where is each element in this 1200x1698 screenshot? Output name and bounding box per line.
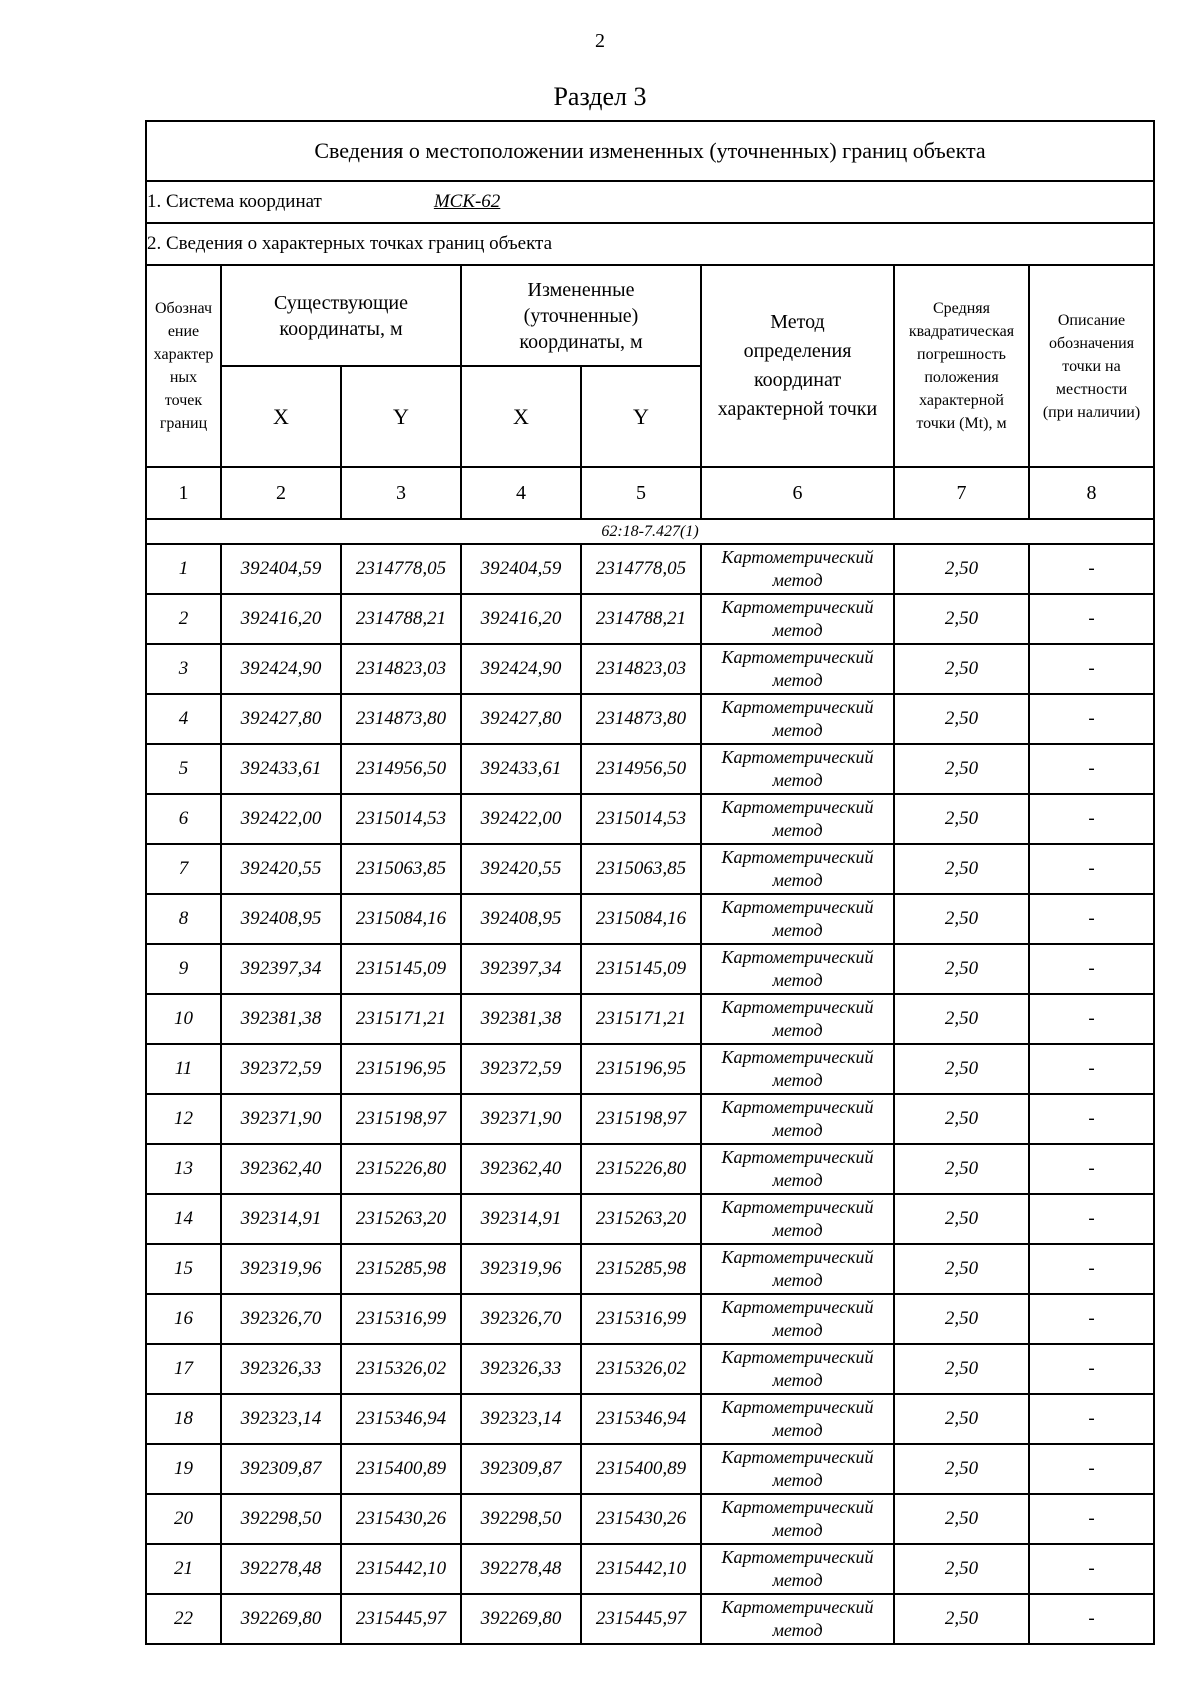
table-row: [146, 1544, 1154, 1594]
description-cell: -: [1029, 744, 1154, 794]
mean-error-cell: 2,50: [894, 994, 1029, 1044]
point-number-cell: 8: [146, 894, 221, 944]
changed-x-cell: 392326,70: [461, 1294, 581, 1344]
header-line: Средняя: [933, 300, 990, 317]
coord-system-row: [146, 181, 1154, 223]
method-line: Картометрический: [721, 1197, 874, 1217]
method-line: метод: [772, 1570, 823, 1590]
changed-y-cell: 2315285,98: [581, 1244, 701, 1294]
changed-y-cell: 2315316,99: [581, 1294, 701, 1344]
method-line: Картометрический: [721, 847, 874, 867]
method-line: Картометрический: [721, 1447, 874, 1467]
changed-x-cell: 392420,55: [461, 844, 581, 894]
point-number-cell: 2: [146, 594, 221, 644]
changed-y-cell: 2314873,80: [581, 694, 701, 744]
method-cell: [701, 1144, 894, 1194]
mean-error-cell: 2,50: [894, 1594, 1029, 1644]
header-line: точек: [164, 392, 203, 409]
description-cell: -: [1029, 1344, 1154, 1394]
method-line: метод: [772, 1070, 823, 1090]
description-cell: -: [1029, 1194, 1154, 1244]
mean-error-cell: 2,50: [894, 1494, 1029, 1544]
changed-y-cell: 2314778,05: [581, 544, 701, 594]
mean-error-cell: 2,50: [894, 1444, 1029, 1494]
header-line: характерной точки: [717, 398, 878, 420]
method-cell: [701, 1044, 894, 1094]
method-line: Картометрический: [721, 547, 874, 567]
changed-y-cell: 2315063,85: [581, 844, 701, 894]
changed-x-cell: 392397,34: [461, 944, 581, 994]
table-row: [146, 1294, 1154, 1344]
method-line: Картометрический: [721, 947, 874, 967]
boundary-points-table: [145, 120, 1155, 1645]
existing-x-cell: 392326,33: [221, 1344, 341, 1394]
method-line: метод: [772, 1420, 823, 1440]
method-line: метод: [772, 920, 823, 940]
header-line: Метод: [770, 311, 825, 333]
table-row: [146, 1494, 1154, 1544]
mean-error-cell: 2,50: [894, 794, 1029, 844]
header-line: Измененные: [527, 278, 635, 301]
description-cell: -: [1029, 1394, 1154, 1444]
header-line: (уточненные): [523, 304, 639, 327]
method-cell: [701, 1344, 894, 1394]
changed-y-cell: 2314956,50: [581, 744, 701, 794]
changed-y-cell: 2315198,97: [581, 1094, 701, 1144]
method-line: метод: [772, 1520, 823, 1540]
existing-x-cell: 392416,20: [221, 594, 341, 644]
changed-x-cell: 392381,38: [461, 994, 581, 1044]
method-line: метод: [772, 1220, 823, 1240]
changed-x-cell: 392433,61: [461, 744, 581, 794]
existing-x-cell: 392326,70: [221, 1294, 341, 1344]
point-number-cell: 22: [146, 1594, 221, 1644]
existing-y-cell: 2315014,53: [341, 794, 461, 844]
column-number: 5: [581, 467, 701, 519]
method-cell: [701, 1094, 894, 1144]
header-line: координат: [753, 369, 842, 391]
changed-y-cell: 2315442,10: [581, 1544, 701, 1594]
existing-x-cell: 392404,59: [221, 544, 341, 594]
header-line: обозначения: [1048, 334, 1135, 352]
existing-x-cell: 392278,48: [221, 1544, 341, 1594]
method-line: метод: [772, 820, 823, 840]
existing-x-cell: 392371,90: [221, 1094, 341, 1144]
method-cell: [701, 694, 894, 744]
header-line: точки (Mt), м: [916, 415, 1007, 432]
changed-y-cell: 2315346,94: [581, 1394, 701, 1444]
existing-y-cell: 2315171,21: [341, 994, 461, 1044]
table-row: [146, 1094, 1154, 1144]
changed-x-cell: 392319,96: [461, 1244, 581, 1294]
changed-y-cell: 2315400,89: [581, 1444, 701, 1494]
method-line: метод: [772, 670, 823, 690]
changed-y-cell: 2315084,16: [581, 894, 701, 944]
header-line: координаты, м: [519, 330, 643, 353]
description-cell: -: [1029, 694, 1154, 744]
point-number-cell: 5: [146, 744, 221, 794]
existing-y-cell: 2315145,09: [341, 944, 461, 994]
method-line: Картометрический: [721, 697, 874, 717]
method-line: метод: [772, 570, 823, 590]
mean-error-cell: 2,50: [894, 844, 1029, 894]
header-changed-coords: [461, 265, 701, 366]
parcel-id: 62:18-7.427(1): [146, 519, 1154, 544]
header-existing-y: Y: [341, 366, 461, 467]
header-line: местности: [1055, 380, 1128, 398]
header-line: координаты, м: [279, 317, 403, 340]
method-line: метод: [772, 1470, 823, 1490]
method-line: метод: [772, 620, 823, 640]
mean-error-cell: 2,50: [894, 1194, 1029, 1244]
method-line: метод: [772, 1620, 823, 1640]
existing-x-cell: 392397,34: [221, 944, 341, 994]
method-cell: [701, 1394, 894, 1444]
method-cell: [701, 1244, 894, 1294]
method-cell: [701, 744, 894, 794]
method-line: метод: [772, 1020, 823, 1040]
point-number-cell: 12: [146, 1094, 221, 1144]
method-line: Картометрический: [721, 647, 874, 667]
description-cell: -: [1029, 1244, 1154, 1294]
changed-y-cell: 2315196,95: [581, 1044, 701, 1094]
existing-y-cell: 2314788,21: [341, 594, 461, 644]
column-number: 6: [701, 467, 894, 519]
description-cell: -: [1029, 594, 1154, 644]
table-row: [146, 694, 1154, 744]
section-title: Раздел 3: [553, 82, 647, 111]
table-title: Сведения о местоположении измененных (уточненных) границ объекта: [146, 121, 1154, 181]
table-row: [146, 844, 1154, 894]
existing-x-cell: 392319,96: [221, 1244, 341, 1294]
table-row: [146, 1144, 1154, 1194]
method-line: метод: [772, 1320, 823, 1340]
table-row: [146, 794, 1154, 844]
header-line: характерной: [919, 392, 1004, 409]
existing-y-cell: 2314873,80: [341, 694, 461, 744]
existing-y-cell: 2315263,20: [341, 1194, 461, 1244]
method-line: Картометрический: [721, 1247, 874, 1267]
mean-error-cell: 2,50: [894, 744, 1029, 794]
existing-y-cell: 2315316,99: [341, 1294, 461, 1344]
table-row: [146, 1344, 1154, 1394]
mean-error-cell: 2,50: [894, 694, 1029, 744]
table-row: [146, 944, 1154, 994]
method-line: Картометрический: [721, 1397, 874, 1417]
mean-error-cell: 2,50: [894, 1344, 1029, 1394]
column-number: 2: [221, 467, 341, 519]
changed-x-cell: 392427,80: [461, 694, 581, 744]
method-line: Картометрический: [721, 1497, 874, 1517]
method-line: Картометрический: [721, 597, 874, 617]
existing-y-cell: 2314956,50: [341, 744, 461, 794]
method-line: метод: [772, 1370, 823, 1390]
method-cell: [701, 1294, 894, 1344]
method-line: Картометрический: [721, 797, 874, 817]
description-cell: -: [1029, 794, 1154, 844]
method-cell: [701, 894, 894, 944]
header-line: (при наличии): [1042, 403, 1141, 421]
existing-x-cell: 392309,87: [221, 1444, 341, 1494]
column-number: 3: [341, 467, 461, 519]
method-line: Картометрический: [721, 897, 874, 917]
changed-x-cell: 392278,48: [461, 1544, 581, 1594]
method-line: метод: [772, 1170, 823, 1190]
column-number: 1: [146, 467, 221, 519]
table-row: [146, 594, 1154, 644]
header-mean-error: [894, 265, 1029, 467]
changed-x-cell: 392371,90: [461, 1094, 581, 1144]
existing-y-cell: 2314778,05: [341, 544, 461, 594]
header-line: Описание: [1057, 311, 1126, 329]
existing-y-cell: 2315400,89: [341, 1444, 461, 1494]
method-line: Картометрический: [721, 1097, 874, 1117]
changed-y-cell: 2315326,02: [581, 1344, 701, 1394]
header-method: [701, 265, 894, 467]
header-line: положения: [924, 369, 999, 386]
header-line: ных: [169, 369, 198, 386]
table-row: [146, 1044, 1154, 1094]
changed-x-cell: 392309,87: [461, 1444, 581, 1494]
existing-x-cell: 392269,80: [221, 1594, 341, 1644]
description-cell: -: [1029, 894, 1154, 944]
point-number-cell: 1: [146, 544, 221, 594]
existing-y-cell: 2315198,97: [341, 1094, 461, 1144]
mean-error-cell: 2,50: [894, 894, 1029, 944]
table-row: [146, 994, 1154, 1044]
method-cell: [701, 544, 894, 594]
existing-y-cell: 2315226,80: [341, 1144, 461, 1194]
header-line: квадратическая: [908, 323, 1015, 340]
coord-system-value: МСК-62: [433, 191, 501, 212]
point-number-cell: 10: [146, 994, 221, 1044]
method-cell: [701, 1444, 894, 1494]
existing-x-cell: 392362,40: [221, 1144, 341, 1194]
method-line: Картометрический: [721, 747, 874, 767]
mean-error-cell: 2,50: [894, 644, 1029, 694]
existing-x-cell: 392381,38: [221, 994, 341, 1044]
method-line: Картометрический: [721, 997, 874, 1017]
existing-y-cell: 2315346,94: [341, 1394, 461, 1444]
point-number-cell: 3: [146, 644, 221, 694]
header-existing-coords: [221, 265, 461, 366]
mean-error-cell: 2,50: [894, 944, 1029, 994]
header-line: ение: [167, 323, 200, 340]
point-number-cell: 14: [146, 1194, 221, 1244]
changed-x-cell: 392416,20: [461, 594, 581, 644]
description-cell: -: [1029, 1044, 1154, 1094]
header-line: Существующие: [274, 291, 408, 314]
header-line: определения: [743, 340, 852, 362]
changed-x-cell: 392404,59: [461, 544, 581, 594]
header-description: [1029, 265, 1154, 467]
header-existing-x: X: [221, 366, 341, 467]
existing-x-cell: 392424,90: [221, 644, 341, 694]
point-number-cell: 21: [146, 1544, 221, 1594]
method-line: Картометрический: [721, 1597, 874, 1617]
method-cell: [701, 794, 894, 844]
existing-x-cell: 392420,55: [221, 844, 341, 894]
existing-x-cell: 392298,50: [221, 1494, 341, 1544]
table-row: [146, 1594, 1154, 1644]
method-cell: [701, 1544, 894, 1594]
changed-y-cell: 2315226,80: [581, 1144, 701, 1194]
existing-x-cell: 392427,80: [221, 694, 341, 744]
method-cell: [701, 1594, 894, 1644]
column-number: 8: [1029, 467, 1154, 519]
description-cell: -: [1029, 1144, 1154, 1194]
description-cell: -: [1029, 944, 1154, 994]
mean-error-cell: 2,50: [894, 594, 1029, 644]
table-row: [146, 1394, 1154, 1444]
points-heading: 2. Сведения о характерных точках границ объекта: [146, 223, 1154, 265]
method-line: метод: [772, 1120, 823, 1140]
description-cell: -: [1029, 1594, 1154, 1644]
existing-y-cell: 2315285,98: [341, 1244, 461, 1294]
existing-y-cell: 2315442,10: [341, 1544, 461, 1594]
method-line: Картометрический: [721, 1347, 874, 1367]
description-cell: -: [1029, 1294, 1154, 1344]
changed-x-cell: 392408,95: [461, 894, 581, 944]
changed-x-cell: 392362,40: [461, 1144, 581, 1194]
method-line: метод: [772, 770, 823, 790]
table-row: [146, 1444, 1154, 1494]
point-number-cell: 19: [146, 1444, 221, 1494]
point-number-cell: 9: [146, 944, 221, 994]
method-line: метод: [772, 720, 823, 740]
changed-y-cell: 2315171,21: [581, 994, 701, 1044]
changed-x-cell: 392314,91: [461, 1194, 581, 1244]
changed-x-cell: 392323,14: [461, 1394, 581, 1444]
header-changed-x: X: [461, 366, 581, 467]
method-cell: [701, 944, 894, 994]
description-cell: -: [1029, 1494, 1154, 1544]
method-cell: [701, 1194, 894, 1244]
point-number-cell: 13: [146, 1144, 221, 1194]
table-row: [146, 744, 1154, 794]
description-cell: -: [1029, 844, 1154, 894]
method-cell: [701, 644, 894, 694]
description-cell: -: [1029, 544, 1154, 594]
existing-y-cell: 2315445,97: [341, 1594, 461, 1644]
column-number: 7: [894, 467, 1029, 519]
page-number: 2: [595, 30, 605, 52]
mean-error-cell: 2,50: [894, 1394, 1029, 1444]
description-cell: -: [1029, 644, 1154, 694]
mean-error-cell: 2,50: [894, 1094, 1029, 1144]
existing-y-cell: 2315326,02: [341, 1344, 461, 1394]
method-cell: [701, 594, 894, 644]
description-cell: -: [1029, 1094, 1154, 1144]
mean-error-cell: 2,50: [894, 1144, 1029, 1194]
point-number-cell: 16: [146, 1294, 221, 1344]
table-row: [146, 1194, 1154, 1244]
existing-x-cell: 392433,61: [221, 744, 341, 794]
point-number-cell: 6: [146, 794, 221, 844]
existing-y-cell: 2315196,95: [341, 1044, 461, 1094]
existing-x-cell: 392372,59: [221, 1044, 341, 1094]
point-number-cell: 4: [146, 694, 221, 744]
description-cell: -: [1029, 1544, 1154, 1594]
header-line: погрешность: [917, 346, 1006, 363]
existing-y-cell: 2315430,26: [341, 1494, 461, 1544]
header-line: Обознач: [154, 300, 213, 317]
method-cell: [701, 844, 894, 894]
changed-y-cell: 2315445,97: [581, 1594, 701, 1644]
method-cell: [701, 994, 894, 1044]
method-line: метод: [772, 970, 823, 990]
changed-x-cell: 392298,50: [461, 1494, 581, 1544]
header-line: точки на: [1062, 357, 1121, 375]
mean-error-cell: 2,50: [894, 1244, 1029, 1294]
existing-x-cell: 392314,91: [221, 1194, 341, 1244]
existing-x-cell: 392422,00: [221, 794, 341, 844]
existing-x-cell: 392323,14: [221, 1394, 341, 1444]
existing-y-cell: 2315063,85: [341, 844, 461, 894]
changed-x-cell: 392424,90: [461, 644, 581, 694]
changed-x-cell: 392372,59: [461, 1044, 581, 1094]
column-numbers-row: [146, 467, 1154, 519]
mean-error-cell: 2,50: [894, 1044, 1029, 1094]
changed-y-cell: 2315014,53: [581, 794, 701, 844]
description-cell: -: [1029, 1444, 1154, 1494]
coord-system-label: 1. Система координат: [147, 191, 322, 212]
method-line: Картометрический: [721, 1547, 874, 1567]
table-row: [146, 544, 1154, 594]
existing-y-cell: 2314823,03: [341, 644, 461, 694]
changed-y-cell: 2314788,21: [581, 594, 701, 644]
mean-error-cell: 2,50: [894, 544, 1029, 594]
existing-x-cell: 392408,95: [221, 894, 341, 944]
header-point-designation: [146, 265, 221, 467]
method-cell: [701, 1494, 894, 1544]
changed-y-cell: 2315145,09: [581, 944, 701, 994]
mean-error-cell: 2,50: [894, 1294, 1029, 1344]
point-number-cell: 7: [146, 844, 221, 894]
header-changed-y: Y: [581, 366, 701, 467]
point-number-cell: 20: [146, 1494, 221, 1544]
existing-y-cell: 2315084,16: [341, 894, 461, 944]
table-row: [146, 644, 1154, 694]
column-number: 4: [461, 467, 581, 519]
method-line: Картометрический: [721, 1147, 874, 1167]
point-number-cell: 17: [146, 1344, 221, 1394]
changed-y-cell: 2314823,03: [581, 644, 701, 694]
table-row: [146, 894, 1154, 944]
header-line: характер: [153, 346, 214, 363]
table-row: [146, 1244, 1154, 1294]
point-number-cell: 18: [146, 1394, 221, 1444]
point-number-cell: 15: [146, 1244, 221, 1294]
method-line: Картометрический: [721, 1297, 874, 1317]
header-line: границ: [159, 415, 208, 432]
changed-x-cell: 392269,80: [461, 1594, 581, 1644]
description-cell: -: [1029, 994, 1154, 1044]
method-line: Картометрический: [721, 1047, 874, 1067]
mean-error-cell: 2,50: [894, 1544, 1029, 1594]
changed-y-cell: 2315263,20: [581, 1194, 701, 1244]
changed-x-cell: 392422,00: [461, 794, 581, 844]
changed-x-cell: 392326,33: [461, 1344, 581, 1394]
method-line: метод: [772, 1270, 823, 1290]
point-number-cell: 11: [146, 1044, 221, 1094]
changed-y-cell: 2315430,26: [581, 1494, 701, 1544]
method-line: метод: [772, 870, 823, 890]
